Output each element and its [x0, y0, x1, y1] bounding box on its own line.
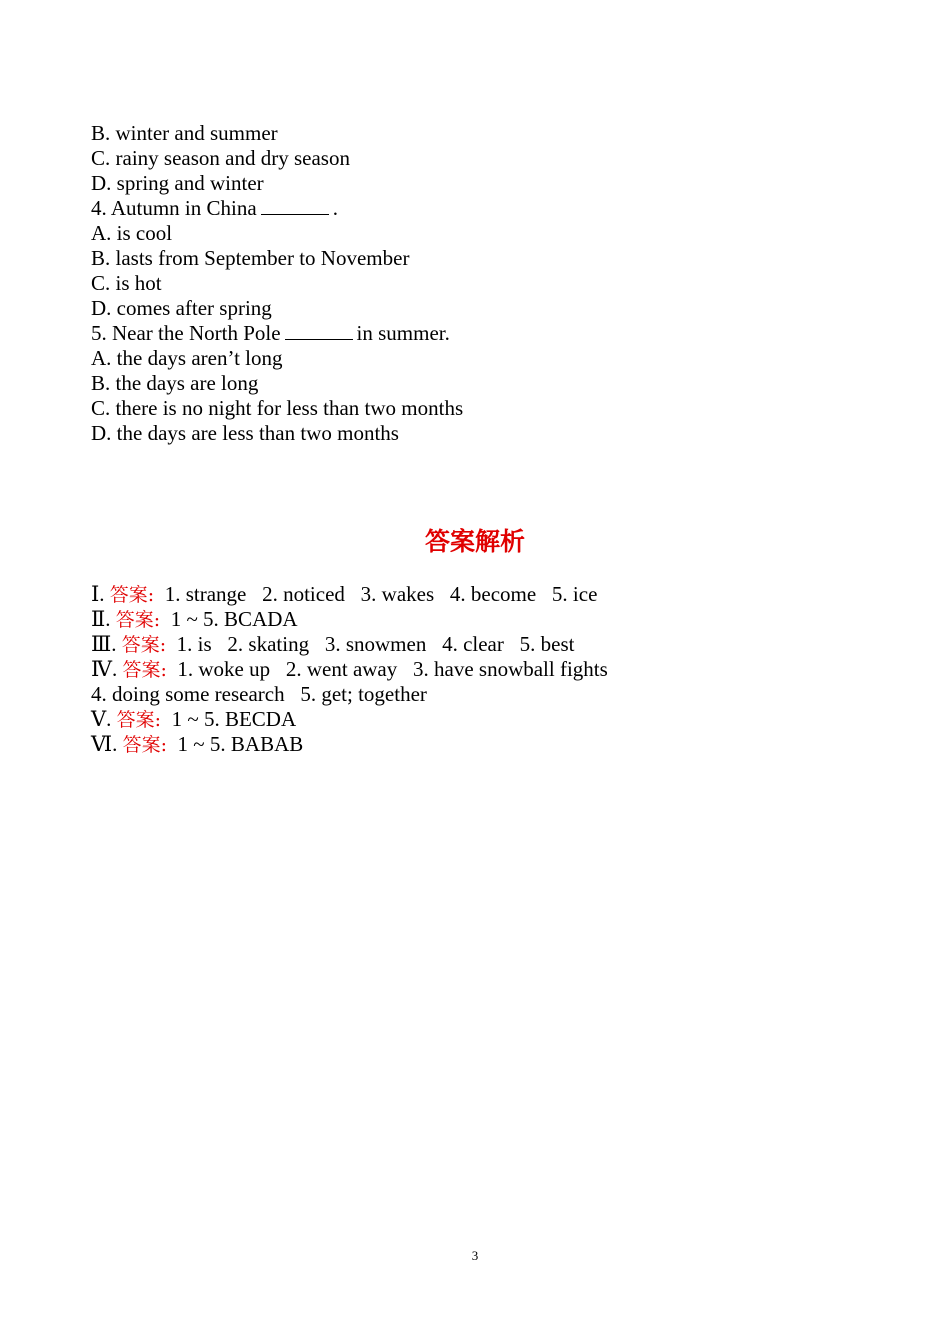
answer-text: 4. doing some research 5. get; together: [91, 682, 427, 706]
answer-text: 1. woke up 2. went away 3. have snowball fights: [177, 657, 608, 681]
question-4: [91, 196, 871, 221]
answer-label: 答案:: [115, 609, 161, 631]
section-numeral: Ⅵ.: [91, 732, 118, 756]
answer-row-3: [91, 632, 871, 657]
section-numeral: Ⅱ.: [91, 607, 111, 631]
option-4c: C. is hot: [91, 271, 162, 295]
answer-label: 答案:: [116, 709, 162, 731]
question-5: [91, 321, 871, 346]
answer-label: 答案:: [122, 659, 167, 681]
option-5d: D. the days are less than two months: [91, 421, 399, 445]
answer-text: 1 ~ 5. BABAB: [177, 732, 304, 756]
option-3c: C. rainy season and dry season: [91, 146, 350, 170]
answers-section: [91, 582, 871, 757]
answer-row-1: [91, 582, 871, 607]
section-numeral: Ⅰ.: [91, 582, 105, 606]
option-3d: D. spring and winter: [91, 171, 264, 195]
answer-blank: [261, 198, 329, 215]
question-5-end: in summer.: [356, 321, 450, 345]
answer-row-4-continued: [91, 682, 871, 707]
question-4-stem: 4. Autumn in China: [91, 196, 257, 220]
answer-text: 1 ~ 5. BECDA: [171, 707, 297, 731]
option-4a: A. is cool: [91, 221, 173, 245]
answer-row-4: [91, 657, 871, 682]
answer-text: 1. is 2. skating 3. snowmen 4. clear 5. best: [176, 632, 575, 656]
answer-row-2: [91, 607, 871, 632]
page-number: 3: [471, 1248, 479, 1263]
answer-label: 答案:: [122, 734, 168, 756]
option-3b: B. winter and summer: [91, 121, 278, 145]
answer-text: 1 ~ 5. BCADA: [165, 607, 298, 631]
option-5b: B. the days are long: [91, 371, 259, 395]
answer-blank: [285, 323, 353, 340]
questions-section: [91, 121, 871, 446]
option-4d: D. comes after spring: [91, 296, 272, 320]
option-5c: C. there is no night for less than two months: [91, 396, 464, 420]
answer-text: 1. strange 2. noticed 3. wakes 4. become 5. ice: [164, 582, 598, 606]
question-5-stem: 5. Near the North Pole: [91, 321, 281, 345]
answer-row-6: [91, 732, 871, 757]
answers-title: 答案解析: [424, 527, 525, 556]
answer-label: 答案:: [109, 584, 155, 606]
question-4-end: .: [332, 196, 338, 220]
section-numeral: Ⅴ.: [91, 707, 112, 731]
section-numeral: Ⅳ.: [91, 657, 118, 681]
option-5a: A. the days aren’t long: [91, 346, 283, 370]
answer-row-5: [91, 707, 871, 732]
option-4b: B. lasts from September to November: [91, 246, 410, 270]
answer-label: 答案:: [121, 634, 167, 656]
section-numeral: Ⅲ.: [91, 632, 117, 656]
